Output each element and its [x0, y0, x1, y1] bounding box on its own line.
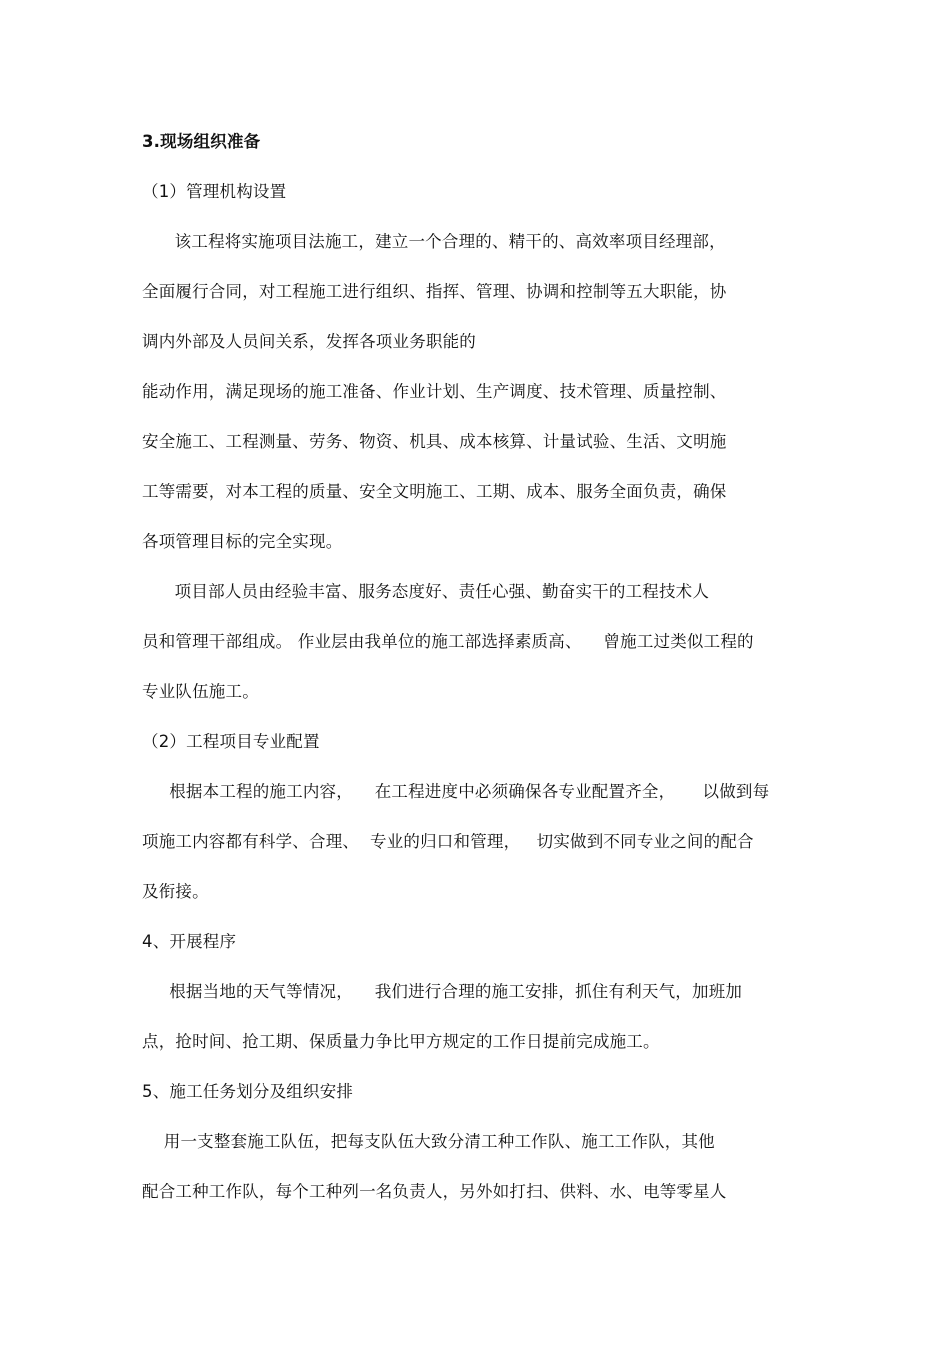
paragraph-line: 安全施工、工程测量、劳务、物资、机具、成本核算、计量试验、生活、文明施 — [142, 432, 727, 451]
paragraph-line: 及衔接。 — [142, 882, 209, 901]
paragraph-line: 全面履行合同，对工程施工进行组织、指挥、管理、协调和控制等五大职能，协 — [142, 282, 727, 301]
subsection-heading-1: （1）管理机构设置 — [142, 182, 287, 201]
paragraph-line: 该工程将实施项目法施工，建立一个合理的、精干的、高效率项目经理部， — [142, 232, 726, 251]
subsection-heading-2: （2）工程项目专业配置 — [142, 732, 320, 751]
paragraph-line: 用一支整套施工队伍，把每支队伍大致分清工种工作队、施工工作队，其他 — [142, 1132, 715, 1151]
paragraph-line: 能动作用，满足现场的施工准备、作业计划、生产调度、技术管理、质量控制、 — [142, 382, 727, 401]
paragraph-line: 配合工种工作队，每个工种列一名负责人，另外如打扫、供料、水、电等零星人 — [142, 1182, 727, 1201]
paragraph-line: 项目部人员由经验丰富、服务态度好、责任心强、勤奋实干的工程技术人 — [142, 582, 710, 601]
paragraph-line: 项施工内容都有科学、合理、 专业的归口和管理， 切实做到不同专业之间的配合 — [142, 832, 754, 851]
paragraph-line: 各项管理目标的完全实现。 — [142, 532, 343, 551]
paragraph-line: 调内外部及人员间关系，发挥各项业务职能的 — [142, 332, 476, 351]
paragraph-line: 员和管理干部组成。 作业层由我单位的施工部选择素质高、 曾施工过类似工程的 — [142, 632, 754, 651]
paragraph-line: 根据本工程的施工内容， 在工程进度中必须确保各专业配置齐全， 以做到每 — [142, 782, 770, 801]
paragraph-line: 点，抢时间、抢工期、保质量力争比甲方规定的工作日提前完成施工。 — [142, 1032, 660, 1051]
section-heading-3: 3.现场组织准备 — [142, 132, 261, 151]
paragraph-line: 根据当地的天气等情况， 我们进行合理的施工安排，抓住有利天气，加班加 — [142, 982, 743, 1001]
section-heading-5: 5、施工任务划分及组织安排 — [142, 1082, 354, 1101]
paragraph-line: 专业队伍施工。 — [142, 682, 259, 701]
section-heading-4: 4、开展程序 — [142, 932, 237, 951]
paragraph-line: 工等需要，对本工程的质量、安全文明施工、工期、成本、服务全面负责，确保 — [142, 482, 727, 501]
